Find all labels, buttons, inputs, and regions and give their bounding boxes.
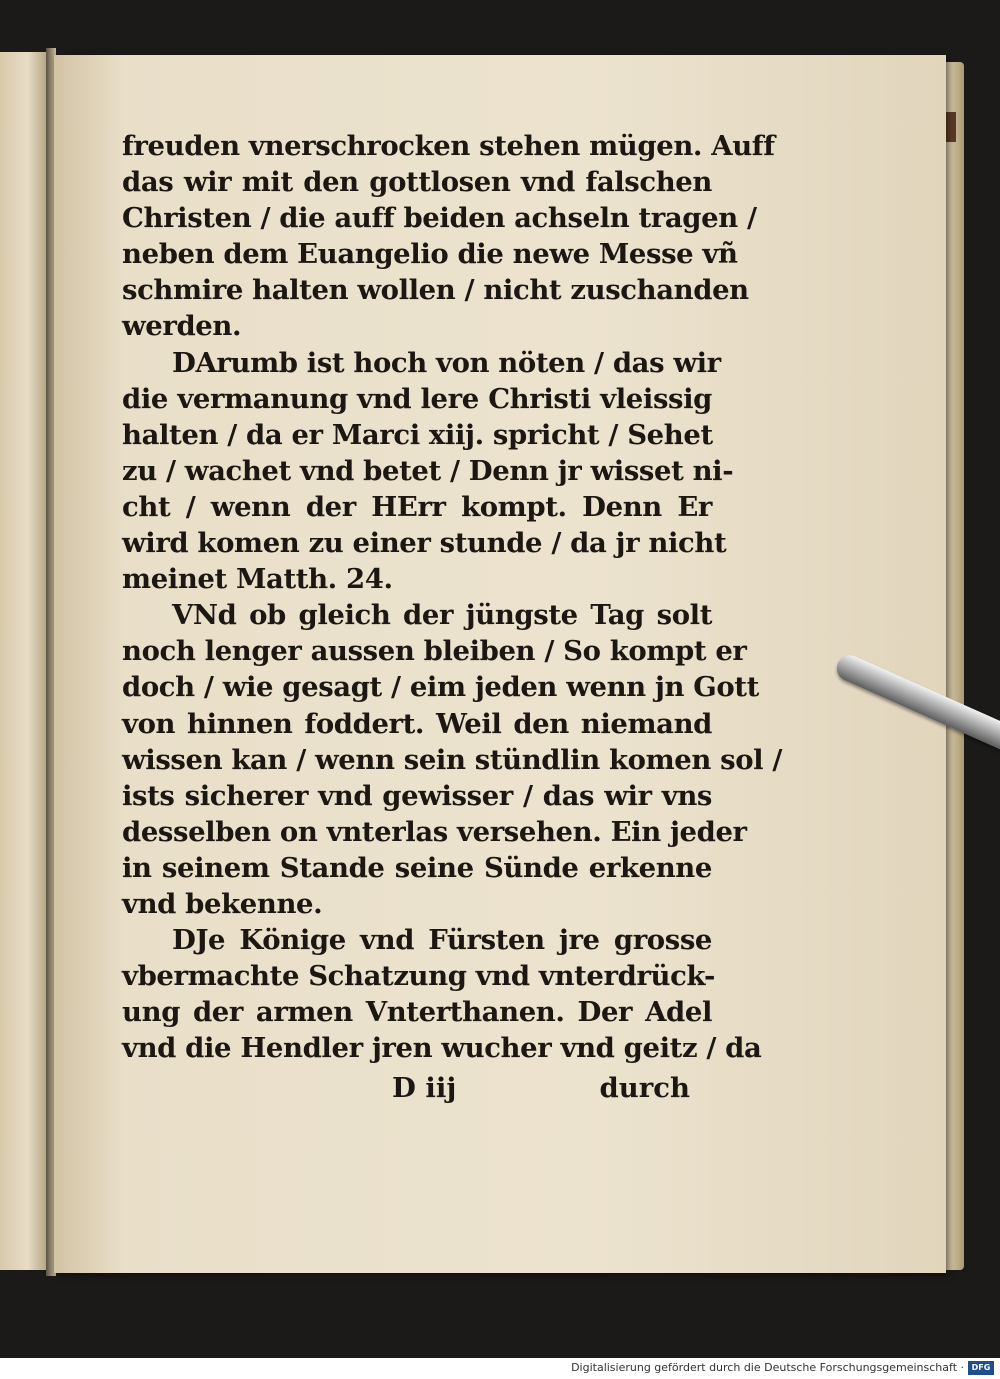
text-line: VNd ob gleich der jüngste Tag solt (172, 599, 712, 632)
text-line: vnd bekenne. (122, 887, 323, 920)
dfg-logo: DFG (968, 1361, 994, 1375)
text-line: cht / wenn der HErr kompt. Denn Er (122, 490, 712, 523)
left-page-edge (0, 52, 48, 1270)
text-line: noch lenger aussen bleiben / So kompt er (122, 635, 747, 668)
text-line: zu / wachet vnd betet / Denn jr wisset ni- (122, 454, 734, 487)
text-line: vbermachte Schatzung vnd vnterdrück- (122, 960, 715, 993)
text-line: Christen / die auff beiden achseln tragen / (122, 202, 757, 235)
text-line: werden. (122, 310, 242, 343)
text-line: vnd die Hendler jren wucher vnd geitz / da (122, 1032, 762, 1065)
text-line: die vermanung vnd lere Christi vleissig (122, 382, 712, 415)
text-line: doch / wie gesagt / eim jeden wenn jn Gott (122, 671, 759, 704)
text-line: das wir mit den gottlosen vnd falschen (122, 166, 712, 199)
page-text (122, 128, 783, 1066)
text-line: freuden vnerschrocken stehen mügen. Auff (122, 130, 775, 162)
text-line: in seinem Stande seine Sünde erkenne (122, 851, 712, 884)
credit-bar (0, 1358, 1000, 1379)
text-line: desselben on vnterlas versehen. Ein jeder (122, 815, 747, 848)
text-line: halten / da er Marci xiij. spricht / Sehet (122, 418, 713, 451)
funding-credit: Digitalisierung gefördert durch die Deutsche Forschungsgemeinschaft · (571, 1361, 964, 1374)
catchword: durch (599, 1072, 690, 1104)
text-line: DJe Könige vnd Fürsten jre grosse (172, 924, 712, 957)
signature-mark: D iij (392, 1072, 457, 1104)
text-line: DArumb ist hoch von nöten / das wir (172, 346, 721, 379)
text-line: wird komen zu einer stunde / da jr nicht (122, 527, 727, 560)
text-line: ists sicherer vnd gewisser / das wir vns (122, 779, 712, 812)
text-line: von hinnen foddert. Weil den niemand (122, 707, 712, 740)
text-line: schmire halten wollen / nicht zuschanden (122, 274, 749, 307)
text-line: ung der armen Vnterthanen. Der Adel (122, 996, 712, 1029)
text-line: wissen kan / wenn sein stündlin komen sol / (122, 743, 783, 776)
text-line: neben dem Euangelio die newe Messe vñ (122, 238, 738, 271)
text-line: meinet Matth. 24. (122, 563, 393, 596)
page-footer (122, 1068, 690, 1108)
